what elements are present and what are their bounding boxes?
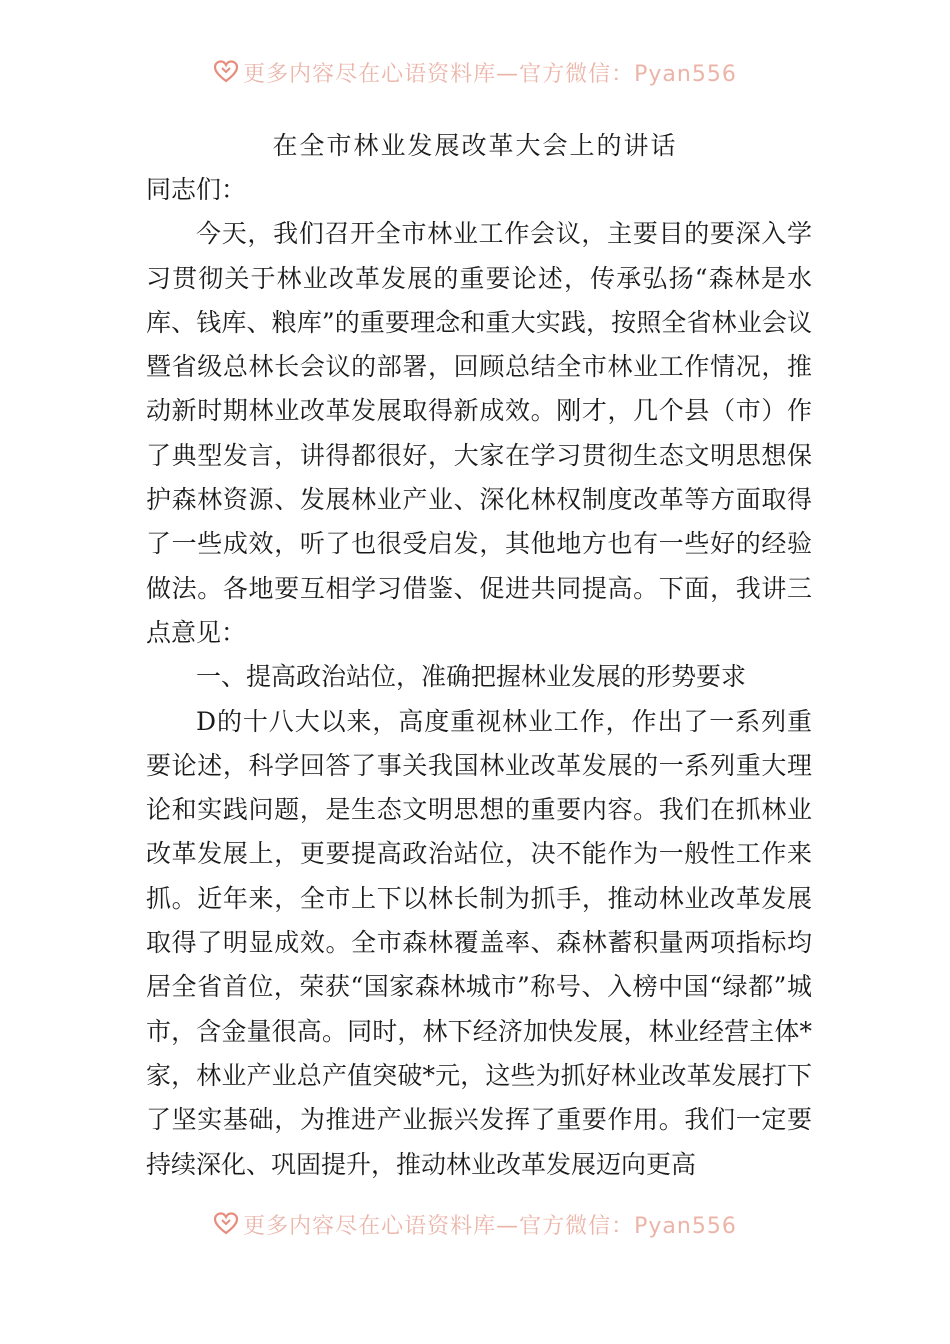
paragraph: 今天，我们召开全市林业工作会议，主要目的要深入学习贯彻关于林业改革发展的重要论述，传承弘扬“森林是水库、钱库、粮库”的重要理念和重大实践，按照全省林业会议暨省级总林长会议的部署，回顾总结全市林业工作情况，推动新时期林业改革发展取得新成效。刚才，几个县（市）作了典型发言，讲得都很好，大家在学习贯彻生态文明思想保护森林资源、发展林业产业、深化林权制度改革等方面取得了一些成效，听了也很受启发，其他地方也有一些好的经验做法。各地要互相学习借鉴、促进共同提高。下面，我讲三点意见：	[146, 219, 812, 647]
document-title: 在全市林业发展改革大会上的讲话	[272, 131, 678, 160]
paragraph: D的十八大以来，高度重视林业工作，作出了一系列重要论述，科学回答了事关我国林业改革发展的一系列重大理论和实践问题，是生态文明思想的重要内容。我们在抓林业改革发展上，更要提高政治站位，决不能作为一般性工作来抓。近年来，全市上下以林长制为抓手，推动林业改革发展取得了明显成效。全市森林覆盖率、森林蓄积量两项指标均居全省首位，荣获“国家森林城市”称号、入榜中国“绿都”城市，含金量很高。同时，林下经济加快发展，林业经营主体*家，林业产业总产值突破*元，这些为抓好林业改革发展打下了坚实基础，为推进产业振兴发挥了重要作用。我们一定要持续深化、巩固提升，推动林业改革发展迈向更高	[146, 706, 812, 1179]
heart-logo-icon	[213, 59, 239, 85]
document-body	[146, 168, 812, 1187]
watermark-banner-bottom	[0, 1206, 950, 1242]
section-heading: 一、提高政治站位，准确把握林业发展的形势要求	[196, 662, 747, 692]
salutation: 同志们：	[146, 175, 247, 204]
watermark-banner-top	[0, 54, 950, 90]
heart-logo-icon	[213, 1211, 239, 1237]
watermark-text: 更多内容尽在心语资料库—官方微信：Pyan556	[243, 61, 737, 87]
watermark-text: 更多内容尽在心语资料库—官方微信：Pyan556	[243, 1213, 737, 1239]
